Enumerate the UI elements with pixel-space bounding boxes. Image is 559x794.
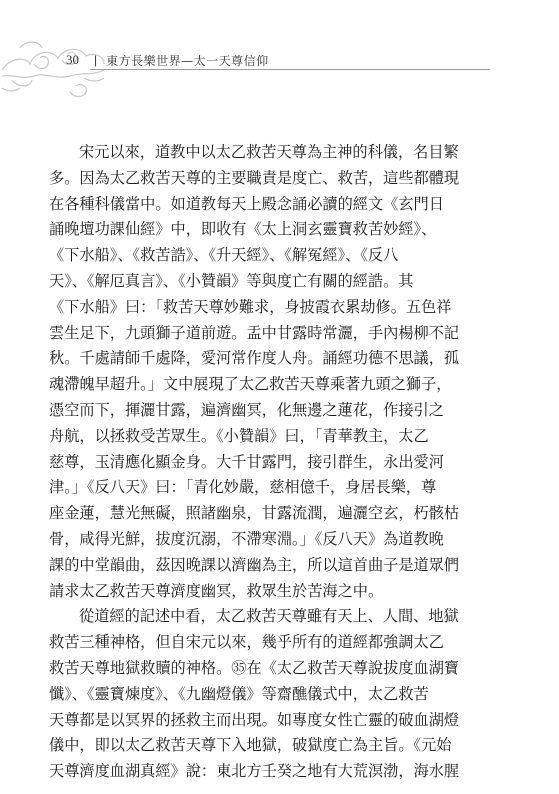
text-line: 津。」《反八天》曰：「青化妙嚴，慈相億千，身居長樂，尊 bbox=[49, 478, 437, 497]
text-line: 座金蓮，慧光無礙，照諸幽泉，甘露流潤，遍灑空玄，朽骸枯 bbox=[49, 504, 460, 523]
text-line: 慈尊，玉清應化顯金身。大千甘露門，接引群生，永出愛河 bbox=[49, 452, 444, 471]
text-line: 秋。千處請師千處降，愛河常作度人舟。誦經功德不思議，孤 bbox=[49, 349, 460, 368]
text-line: 課的中堂韻曲，茲因晚課以濟幽為主，所以這首曲子是道眾們 bbox=[49, 555, 460, 574]
text-line: 天尊濟度血湖真經》說：東北方壬癸之地有大荒溟渤，海水腥 bbox=[49, 762, 460, 781]
text-line: 請求太乙救苦天尊濟度幽冥，救眾生於苦海之中。 bbox=[49, 581, 384, 600]
text-line: 在各種科儀當中。如道教每天上殿念誦必讀的經文《玄門日 bbox=[49, 194, 444, 213]
text-line: 魂滯魄早超升。」文中展現了太乙救苦天尊乘著九頭之獅子， bbox=[49, 375, 452, 394]
text-line: 救苦天尊地獄救贖的神格。㉟在《太乙救苦天尊說拔度血湖寶 bbox=[49, 658, 460, 677]
text-line: 懺》、《靈寶煉度》、《九幽燈儀》等齋醮儀式中，太乙救苦 bbox=[49, 684, 429, 703]
text-line: 宋元以來，道教中以太乙救苦天尊為主神的科儀，名目繁 bbox=[79, 143, 459, 161]
text-line: 天》、《解厄真言》、《小贊韻》等與度亡有關的經誥。其 bbox=[49, 271, 414, 290]
text-line: 憑空而下，揮灑甘露，遍濟幽冥，化無邊之蓮花，作接引之 bbox=[49, 400, 444, 419]
text-line: 從道經的記述中看，太乙救苦天尊雖有天上、人間、地獄 bbox=[79, 607, 459, 626]
running-title: 東方長樂世界—太一天尊信仰 bbox=[106, 53, 269, 68]
text-line: 儀中，即以太乙救苦天尊下入地獄，破獄度亡為主旨。《元始 bbox=[49, 736, 452, 755]
text-line: 《下水船》曰：「救苦天尊妙難求，身披霞衣累劫修。五色祥 bbox=[49, 297, 452, 316]
text-line: 救苦三種神格，但自宋元以來，幾乎所有的道經都強調太乙 bbox=[49, 633, 444, 652]
running-header bbox=[66, 52, 269, 68]
text-line: 天尊都是以冥界的拯救主而出現。如專度女性亡靈的破血湖燈 bbox=[49, 710, 460, 729]
page-number: 30 bbox=[66, 52, 79, 67]
text-line: 舟航，以拯救受苦眾生。《小贊韻》曰，「青華教主，太乙 bbox=[49, 426, 429, 445]
text-line: 雲生足下，九頭獅子道前遊。盂中甘露時常灑，手內楊柳不記 bbox=[49, 323, 460, 342]
text-line: 多。因為太乙救苦天尊的主要職責是度亡、救苦，這些都體現 bbox=[49, 168, 460, 187]
paragraph-2 bbox=[49, 604, 509, 785]
paragraph-1 bbox=[49, 140, 509, 604]
text-line: 《下水船》、《救苦誥》、《升天經》、《解冤經》、《反八 bbox=[49, 246, 399, 265]
header-separator: | bbox=[94, 53, 98, 67]
text-line: 誦晚壇功課仙經》中，即收有《太上洞玄靈寶救苦妙經》、 bbox=[49, 220, 437, 239]
body-text bbox=[49, 140, 509, 785]
header-rule bbox=[90, 69, 490, 70]
text-line: 骨，咸得光鮮，拔度沉溺，不滯寒淵。」《反八天》為道教晚 bbox=[49, 529, 444, 548]
